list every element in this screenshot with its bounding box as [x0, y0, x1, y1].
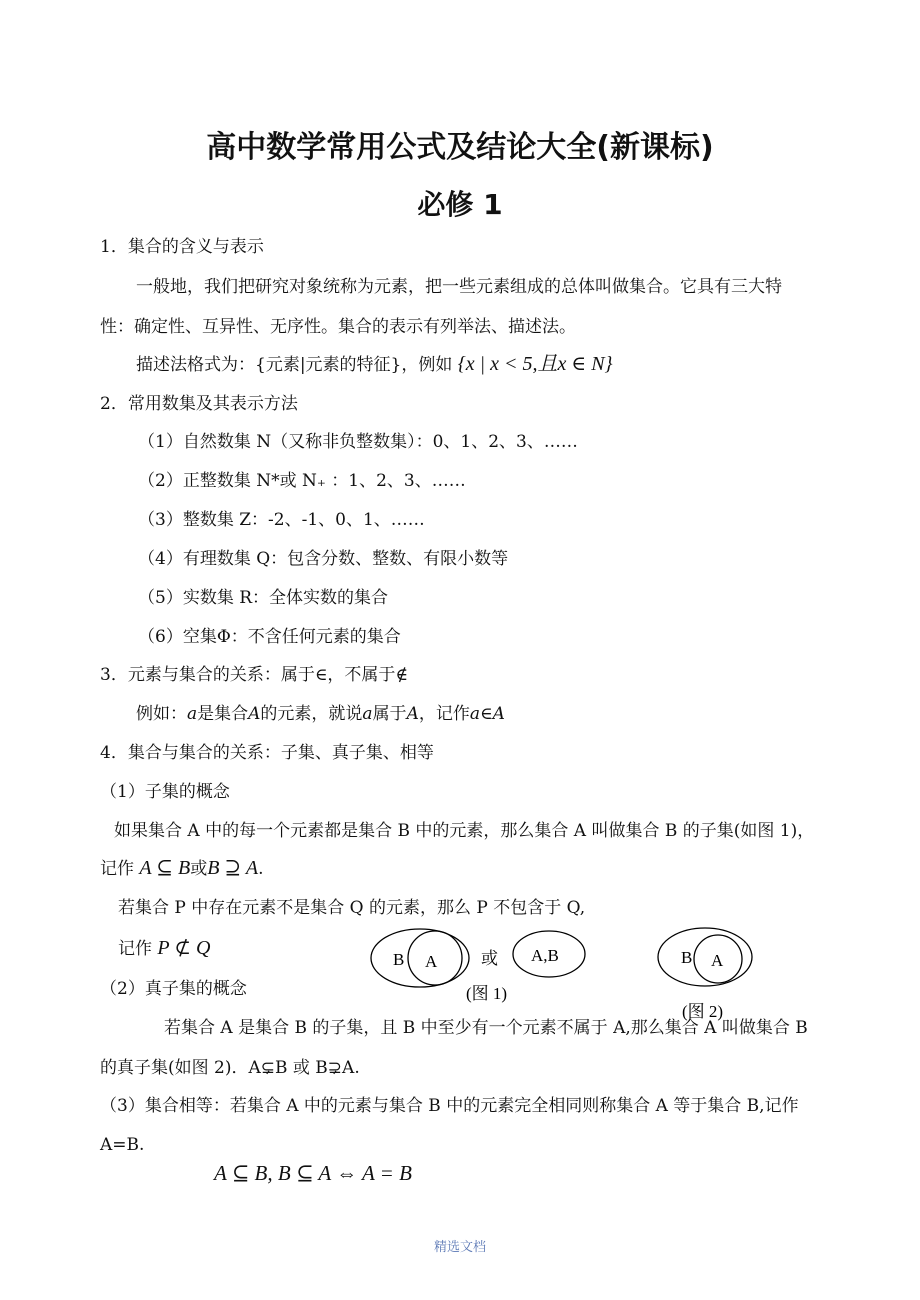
set-equality-para-2: A=B. — [100, 1135, 145, 1155]
figure-2 — [658, 928, 752, 1021]
subset-para-3: 若集合 P 中存在元素不是集合 Q 的元素，那么 P 不包含于 Q, — [118, 898, 586, 918]
set-equality-formula: A ⊆ B, B ⊆ A ⇔ A = B — [214, 1161, 412, 1185]
example-text: 的元素，就说 — [260, 704, 363, 724]
section-4-heading: 4．集合与集合的关系：子集、真子集、相等 — [100, 743, 434, 763]
fig2-inner-circle — [694, 935, 742, 983]
number-set-item: （6）空集Φ：不含任何元素的集合 — [138, 627, 401, 647]
subset-para-1: 如果集合 A 中的每一个元素都是集合 B 中的元素，那么集合 A 叫做集合 B 的子集(如图 1)， — [114, 821, 815, 841]
example-text: ，记作 — [418, 704, 470, 724]
subset-para-4 — [118, 937, 210, 960]
example-text: 属于 — [372, 704, 407, 724]
section-1-heading: 1．集合的含义与表示 — [100, 237, 264, 257]
section-1-para-2 — [136, 353, 613, 376]
not-subset-notation: P ⊄ Q — [157, 937, 211, 959]
fig1-or-label: 或 — [481, 949, 498, 968]
subset-para-2 — [100, 857, 264, 880]
fig1-outer-label: B — [393, 950, 405, 969]
proper-subset-para-1: 若集合 A 是集合 B 的子集，且 B 中至少有一个元素不属于 A,那么集合 A 叫做集合 B — [164, 1018, 808, 1038]
fig2-outer-ellipse — [658, 928, 752, 986]
number-set-item: （5）实数集 R：全体实数的集合 — [138, 588, 389, 608]
section-2-heading: 2．常用数集及其表示方法 — [100, 394, 298, 414]
fig1-caption: (图 1) — [466, 984, 508, 1003]
fig1-outer-ellipse — [371, 929, 469, 987]
page-subtitle: 必修 1 — [417, 188, 503, 221]
section-3-example — [136, 703, 505, 725]
fig2-outer-label: B — [681, 948, 693, 967]
fig1-inner-label: A — [425, 952, 438, 971]
number-set-item: （4）有理数集 Q：包含分数、整数、有限小数等 — [138, 549, 509, 569]
text: 记作 — [118, 939, 152, 959]
var-A: A — [406, 704, 419, 724]
membership-notation: a∈A — [469, 704, 505, 724]
text: 或 — [190, 859, 208, 879]
number-set-item: （2）正整数集 N*或 N₊ ：1、2、3、…… — [138, 471, 466, 491]
fig1-equal-label: A,B — [531, 946, 559, 965]
fig1-equal-ellipse — [513, 931, 585, 977]
description-example-math: {x | x < 5,且x ∈ N} — [457, 353, 613, 375]
footer-watermark: 精选文档 — [433, 1240, 486, 1255]
page-title: 高中数学常用公式及结论大全(新课标) — [206, 130, 714, 165]
var-A: A — [248, 704, 261, 724]
number-set-item: （1）自然数集 N（又称非负整数集）：0、1、2、3、…… — [138, 432, 578, 452]
section-1-para-1a: 一般地，我们把研究对象统称为元素，把一些元素组成的总体叫做集合。它具有三大特 — [136, 277, 782, 297]
proper-subset-heading: （2）真子集的概念 — [100, 979, 247, 999]
proper-subset-para-2: 的真子集(如图 2)．A⊊B 或 B⊋A. — [100, 1058, 360, 1078]
superset-notation: B ⊇ A — [207, 857, 259, 879]
var-a: a — [362, 704, 373, 724]
fig1-inner-circle — [408, 931, 462, 985]
example-text: 是集合 — [197, 704, 249, 724]
subset-notation: A ⊆ B — [139, 857, 191, 879]
subset-heading: （1）子集的概念 — [100, 782, 230, 802]
set-equality-para-1: （3）集合相等：若集合 A 中的元素与集合 B 中的元素完全相同则称集合 A 等于集合 B,记作 — [100, 1096, 799, 1116]
fig2-inner-label: A — [711, 951, 724, 970]
var-a: a — [187, 704, 198, 724]
fig2-caption: (图 2) — [682, 1002, 724, 1021]
description-format-text: 描述法格式为：{元素|元素的特征}，例如 — [136, 355, 453, 375]
section-3-heading: 3．元素与集合的关系：属于∈，不属于∉ — [100, 665, 408, 685]
section-1-para-1b: 性：确定性、互异性、无序性。集合的表示有列举法、描述法。 — [100, 317, 576, 337]
number-set-item: （3）整数集 Z：-2、-1、0、1、…… — [138, 510, 425, 530]
example-prefix: 例如： — [136, 704, 187, 724]
text: 记作 — [100, 859, 134, 879]
text: . — [258, 859, 264, 879]
figure-1 — [371, 929, 585, 1003]
